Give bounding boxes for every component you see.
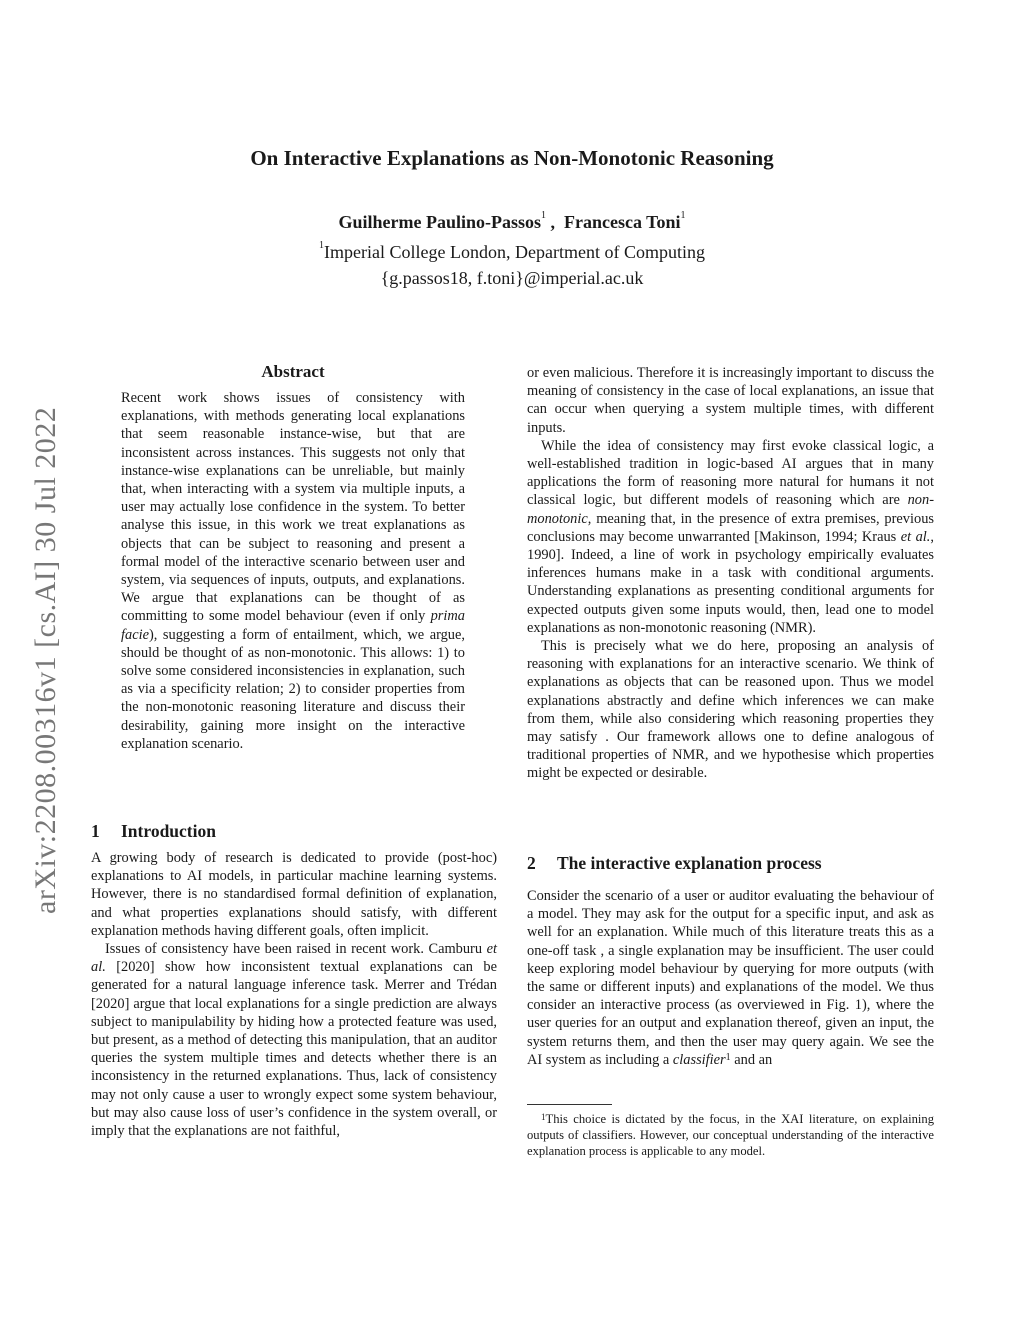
- paragraph: [91, 940, 497, 1140]
- footnote-mark: 1: [541, 1112, 546, 1122]
- paragraph: or even malicious. Therefore it is increasingly important to discuss the meaning of consistency in the case of local explanations, an issue that can occur when querying a system multiple times, with different inputs.: [527, 365, 934, 436]
- paragraph-emphasis: non-monotonic: [527, 492, 934, 527]
- paragraph: This is precisely what we do here, proposing an analysis of reasoning with explanations for an interactive scenario. We think of explanations as objects that can be reasoned upon. Thus we model explanations abstractly and define which inferences we can make from them, while also considering which reasoning properties they may satisfy . Our framework allows one to define analogous of traditional properties of NMR, and we hypothesise which properties might be expected or desirable.: [527, 638, 934, 782]
- author-email: {g.passos18, f.toni}@imperial.ac.uk: [380, 268, 644, 288]
- paragraph: [527, 887, 934, 1069]
- abstract-paragraph: [121, 389, 465, 753]
- introduction-body: [91, 849, 497, 1140]
- paragraph-text: Consider the scenario of a user or auditor evaluating the behaviour of a model. They may ask for the output for a specific input, and ask as well for an explanation. While much of this literature treats this as a one-off task , a single explanation may be insufficient. The user could keep exploring model behaviour by querying for more outputs (with the same or different inputs) and explanations of the model. We thus consider an interactive process (as overviewed in Fig. 1), where the user queries for an output and explanation thereof, given an input, the system returns them, and then the user may query again. We see the AI system as including a: [527, 888, 934, 1068]
- abstract-text: Recent work shows issues of consistency with explanations, with methods generating local explanations that seem reasonable instance-wise, but that are inconsistent across instances. This suggests not only that instance-wise explanations can be unreliable, but mainly that, when interacting with a system via multiple inputs, a user may actually lose confidence in the system. To better analyse this issue, in this work we treat explanations as objects that can be subject to reasoning and present a formal model of the interactive scenario between user and system, via sequences of inputs, outputs, and explanations. We argue that explanations can be thought of as committing to some model behaviour (even if only: [121, 390, 465, 625]
- footnote-text: This choice is dictated by the focus, in the XAI literature, on explaining outputs of classifiers. However, our conceptual understanding of the interactive explanation process is applicable to any model.: [527, 1112, 934, 1158]
- footnote-reference[interactable]: 1: [725, 1051, 731, 1063]
- paragraph-text: and an: [730, 1051, 773, 1068]
- author-name: Guilherme Paulino-Passos: [338, 212, 541, 232]
- author-separator: ,: [546, 212, 564, 232]
- affiliation-text: Imperial College London, Department of Computing: [324, 242, 705, 262]
- section-heading-introduction: [91, 821, 216, 842]
- author-affiliation-mark: 1: [541, 210, 546, 221]
- section-number: 1: [91, 821, 100, 841]
- arxiv-stamp: arXiv:2208.00316v1 [cs.AI] 30 Jul 2022: [29, 406, 62, 914]
- abstract-heading: Abstract: [261, 362, 325, 381]
- section-title: Introduction: [121, 821, 216, 841]
- paragraph-text: While the idea of consistency may first evoke classical logic, a well-established tradition in logic-based AI argues that in many applications the form of reasoning more natural for humans it not classical logic, but different models of reasoning which are: [527, 437, 934, 509]
- section-number: 2: [527, 853, 536, 873]
- section2-body: [527, 887, 934, 1069]
- paragraph-emphasis: et al.: [91, 941, 497, 976]
- author-list: [0, 212, 1024, 233]
- affiliation: [0, 242, 1024, 263]
- paragraph: [527, 437, 934, 637]
- abstract-text: ), suggesting a form of entailment, which, we argue, should be thought of as non-monotonic. This allows: 1) to solve some considered inconsistencies in explanation, such as via a specificity relation; 2) to consider properties from the non-monotonic reasoning literature and discuss their desirability, gaining more insight on the interactive explanation scenario.: [121, 626, 465, 752]
- paragraph-text: , meaning that, in the presence of extra premises, previous conclusions may become unwarranted [Makinson, 1994; Kraus: [527, 510, 934, 545]
- affiliation-mark: 1: [319, 240, 325, 251]
- paragraph-text: [2020] show how inconsistent textual explanations can be generated for a natural language inference task. Merrer and Trédan [2020] argue that local explanations for a single prediction are always subject to manipulability by hiding how a protected feature was used, but present, as a method of detecting this manipulation, that an auditor queries the system multiple times and detects whether there is an inconsistency in the returned explanations. Thus, lack of consistency may not only cause a user to wrongly expect some system behaviour, but may also cause loss of user’s confidence in the system overall, or imply that the explanations are not faithful,: [91, 959, 497, 1140]
- paragraph-text: , 1990]. Indeed, a line of work in psychology empirically evaluates inferences humans make in a task with conditional arguments. Understanding explanations as presenting conditional arguments for expected outputs given some inputs would, then, lead one to model explanations as non-monotonic reasoning (NMR).: [527, 528, 935, 636]
- abstract-emphasis: prima facie: [121, 608, 465, 643]
- paragraph-emphasis: et al.: [900, 528, 931, 545]
- section-heading-interactive-explanation: [527, 853, 822, 874]
- paper-title: On Interactive Explanations as Non-Monotonic Reasoning: [250, 146, 774, 170]
- abstract-body: [121, 389, 465, 753]
- paragraph-emphasis: classifier: [672, 1051, 726, 1068]
- author-affiliation-mark: 1: [680, 210, 686, 221]
- paragraph-text: Issues of consistency have been raised in recent work. Camburu: [105, 941, 487, 958]
- footnote: [527, 1111, 934, 1159]
- footnote-divider: [527, 1104, 612, 1105]
- right-column-body: [527, 364, 934, 783]
- paragraph: A growing body of research is dedicated to provide (post-hoc) explanations to AI models, in particular machine learning systems. However, there is no standardised formal definition of explanation, and what properties explanations should satisfy, with different explanation methods having different goals, often implicit.: [91, 850, 497, 939]
- section-title: The interactive explanation process: [557, 853, 822, 873]
- author-name: Francesca Toni: [564, 212, 681, 232]
